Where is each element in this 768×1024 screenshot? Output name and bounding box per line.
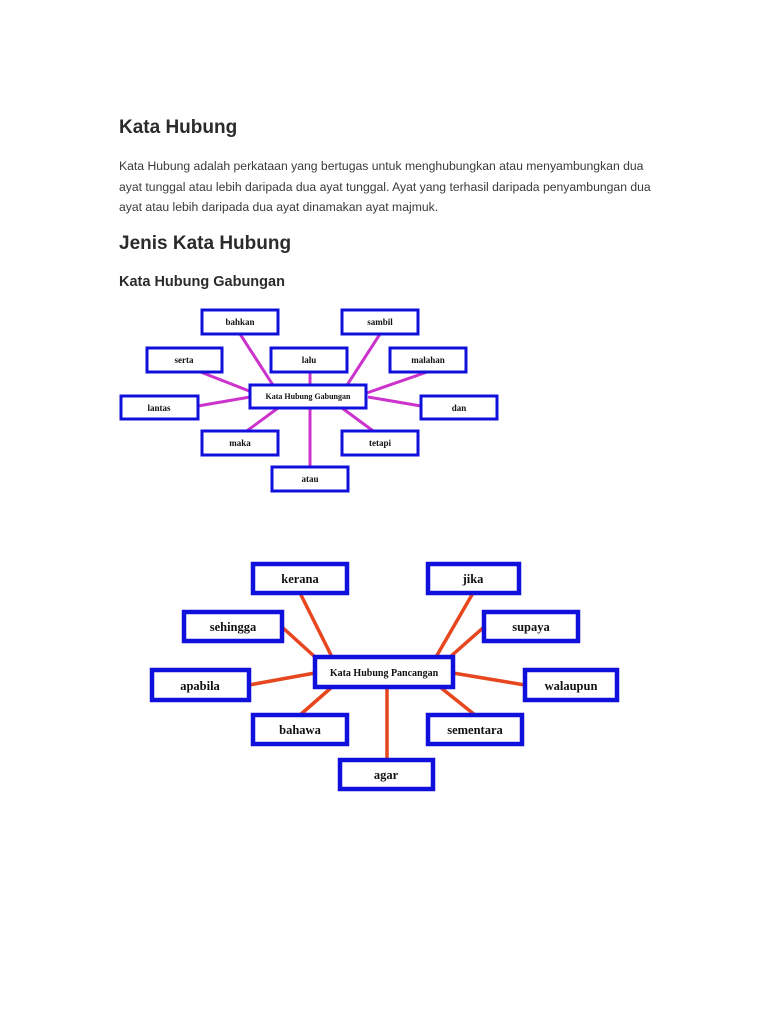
node-label-kerana: kerana — [281, 572, 319, 586]
paragraph-line: ayat atau lebih daripada dua ayat dinamakan ayat majmuk. — [119, 200, 439, 214]
gabungan-center-label: Kata Hubung Gabungan — [265, 392, 351, 401]
node-label-malahan: malahan — [411, 355, 445, 365]
node-label-tetapi: tetapi — [369, 438, 391, 448]
node-label-dan: dan — [451, 403, 467, 413]
node-label-apabila: apabila — [180, 679, 220, 693]
node-label-serta: serta — [174, 355, 194, 365]
node-label-sementara: sementara — [447, 723, 503, 737]
node-label-atau: atau — [301, 474, 319, 484]
node-label-sambil: sambil — [367, 317, 393, 327]
subsection-heading: Kata Hubung Gabungan — [119, 274, 285, 290]
paragraph-line: ayat tunggal atau lebih daripada dua ayat tunggal. Ayat yang terhasil daripada penyambungan dua — [119, 179, 651, 194]
node-label-lantas: lantas — [147, 403, 171, 413]
page-title: Kata Hubung — [119, 117, 238, 138]
node-label-lalu: lalu — [301, 355, 317, 365]
section-heading: Jenis Kata Hubung — [119, 233, 292, 254]
node-label-maka: maka — [229, 438, 251, 448]
node-label-sehingga: sehingga — [209, 620, 257, 634]
node-label-agar: agar — [373, 768, 399, 782]
node-label-supaya: supaya — [512, 620, 550, 634]
node-label-bahawa: bahawa — [279, 723, 321, 737]
node-label-jika: jika — [462, 572, 484, 586]
paragraph-line: Kata Hubung adalah perkataan yang bertugas untuk menghubungkan atau menyambungkan dua — [119, 159, 644, 173]
node-label-walaupun: walaupun — [544, 679, 598, 693]
pancangan-center-label: Kata Hubung Pancangan — [329, 668, 439, 679]
node-label-bahkan: bahkan — [225, 317, 255, 327]
